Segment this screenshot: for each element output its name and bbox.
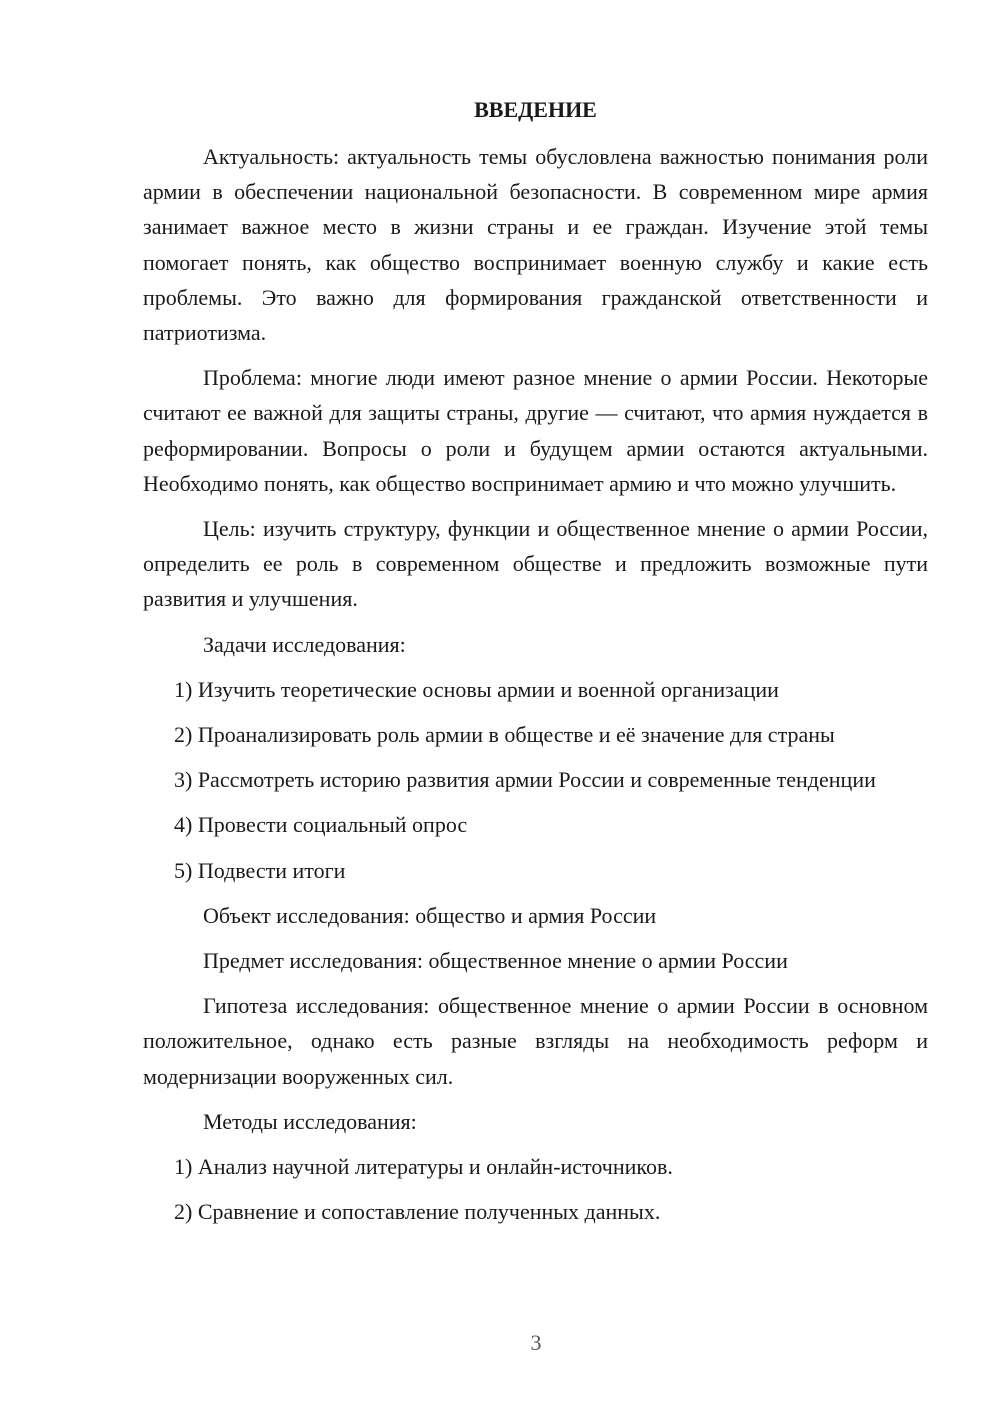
- hypothesis-paragraph: Гипотеза исследования: общественное мнение о армии России в основном положительное, однако есть разные взгляды на необходимость реформ и модернизации вооруженных сил.: [143, 993, 928, 1089]
- page-number: 3: [530, 1330, 542, 1355]
- list-item: 3) Рассмотреть историю развития армии России и современные тенденции: [174, 767, 876, 793]
- list-item: 5) Подвести итоги: [174, 857, 346, 883]
- object-paragraph: Объект исследования: общество и армия России: [203, 902, 657, 928]
- relevance-paragraph: Актуальность: актуальность темы обусловлена важностью понимания роли армии в обеспечении национальной безопасности. В современном мире армия занимает важное место в жизни страны и ее граждан. Изучение этой темы помогает понять, как общество воспринимает военную службу и какие есть проблемы. Это важно для формирования гражданской ответственности и патриотизма.: [143, 144, 928, 346]
- tasks-title: Задачи исследования:: [203, 631, 406, 657]
- document-page: [143, 92, 928, 1239]
- list-item: 2) Проанализировать роль армии в обществе и её значение для страны: [174, 722, 835, 748]
- list-item: 1) Изучить теоретические основы армии и военной организации: [174, 676, 779, 702]
- list-item: 4) Провести социальный опрос: [174, 812, 468, 838]
- methods-title: Методы исследования:: [203, 1108, 417, 1134]
- page-title: ВВЕДЕНИЕ: [474, 97, 597, 122]
- list-item: 1) Анализ научной литературы и онлайн-источников.: [174, 1154, 673, 1180]
- problem-paragraph: Проблема: многие люди имеют разное мнение о армии России. Некоторые считают ее важной для защиты страны, другие — считают, что армия нуждается в реформировании. Вопросы о роли и будущем армии остаются актуальными. Необходимо понять, как общество воспринимает армию и что можно улучшить.: [143, 365, 928, 496]
- subject-paragraph: Предмет исследования: общественное мнение о армии России: [203, 948, 788, 974]
- goal-paragraph: Цель: изучить структуру, функции и общественное мнение о армии России, определить ее роль в современном обществе и предложить возможные пути развития и улучшения.: [143, 516, 928, 612]
- list-item: 2) Сравнение и сопоставление полученных данных.: [174, 1199, 661, 1225]
